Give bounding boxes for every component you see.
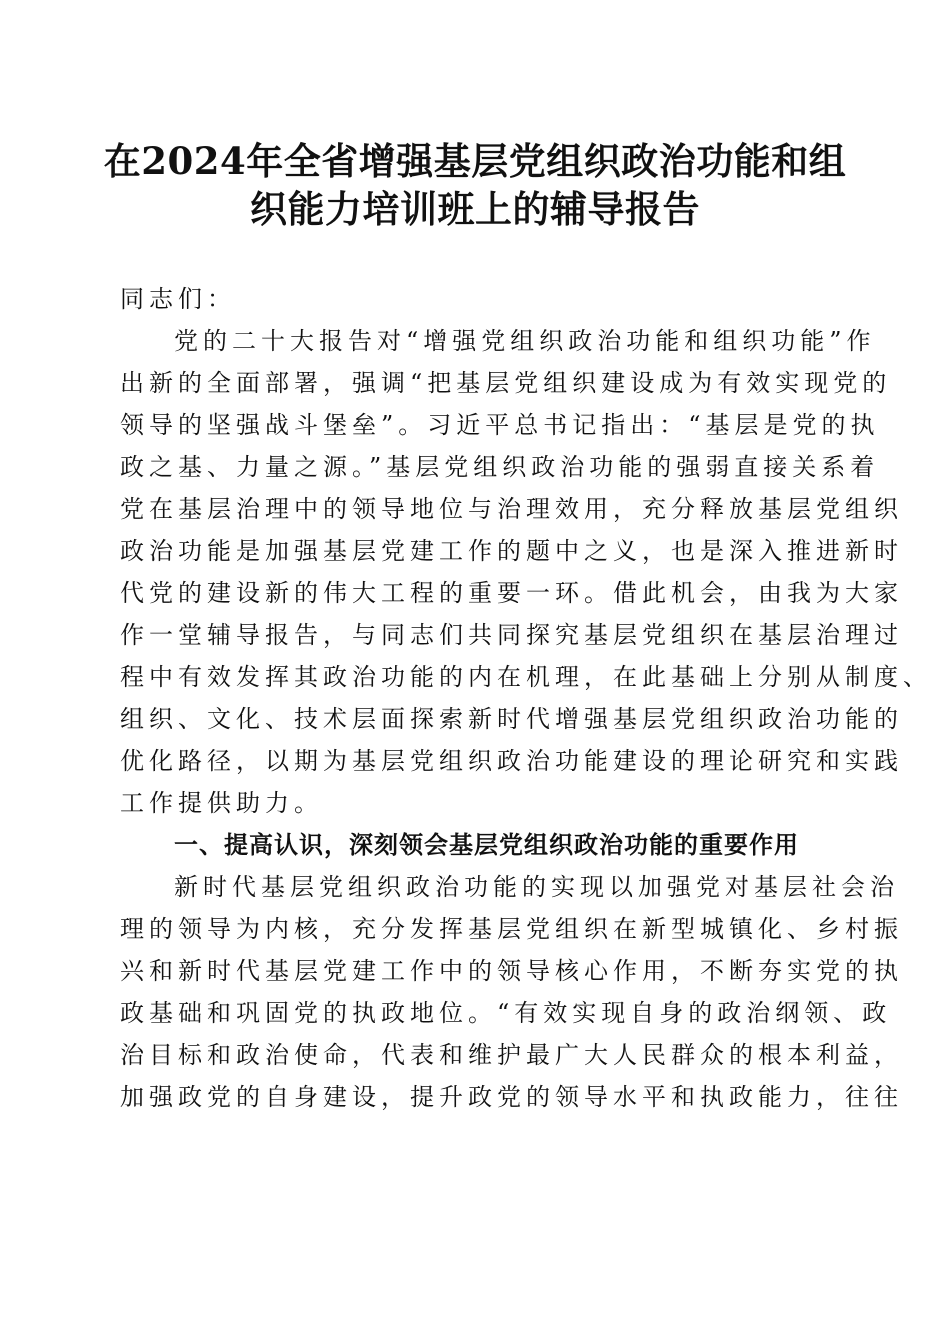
paragraph-line: 加强政党的自身建设，提升政党的领导水平和执政能力，往往 [120,1083,903,1111]
paragraph-intro [120,320,932,824]
document-title [0,137,950,233]
paragraph-line: 政基础和巩固党的执政地位。“有效实现自身的政治纲领、政 [120,999,892,1027]
section-heading: 一、提高认识，深刻领会基层党组织政治功能的重要作用 [174,831,799,859]
paragraph-line: 组织、文化、技术层面探索新时代增强基层党组织政治功能的 [120,705,903,733]
paragraph-line: 出新的全面部署，强调“把基层党组织建设成为有效实现党的 [120,369,892,397]
document-body [120,278,932,1118]
title-line: 在2024年全省增强基层党组织政治功能和组 [103,139,847,183]
paragraph-line: 作一堂辅导报告，与同志们共同探究基层党组织在基层治理过 [120,621,903,649]
paragraph-line: 工作提供助力。 [120,789,323,817]
paragraph-line: 领导的坚强战斗堡垒”。习近平总书记指出：“基层是党的执 [120,411,880,439]
paragraph-line: 理的领导为内核，充分发挥基层党组织在新型城镇化、乡村振 [120,915,903,943]
paragraph-line: 代党的建设新的伟大工程的重要一环。借此机会，由我为大家 [120,579,903,607]
paragraph-line: 程中有效发挥其政治功能的内在机理，在此基础上分别从制度、 [120,663,932,691]
paragraph-line: 党在基层治理中的领导地位与治理效用，充分释放基层党组织 [120,495,903,523]
paragraph-line: 新时代基层党组织政治功能的实现以加强党对基层社会治 [174,873,899,901]
paragraph-line: 政治功能是加强基层党建工作的题中之义，也是深入推进新时 [120,537,903,565]
paragraph-line: 兴和新时代基层党建工作中的领导核心作用，不断夯实党的执 [120,957,903,985]
salutation: 同志们： [120,285,236,313]
paragraph-line: 党的二十大报告对“增强党组织政治功能和组织功能”作 [174,327,876,355]
paragraph-line: 治目标和政治使命，代表和维护最广大人民群众的根本利益， [120,1041,903,1069]
paragraph-line: 政之基、力量之源。”基层党组织政治功能的强弱直接关系着 [120,453,880,481]
title-line: 织能力培训班上的辅导报告 [250,187,700,231]
paragraph-line: 优化路径，以期为基层党组织政治功能建设的理论研究和实践 [120,747,903,775]
paragraph-section1 [120,866,903,1118]
